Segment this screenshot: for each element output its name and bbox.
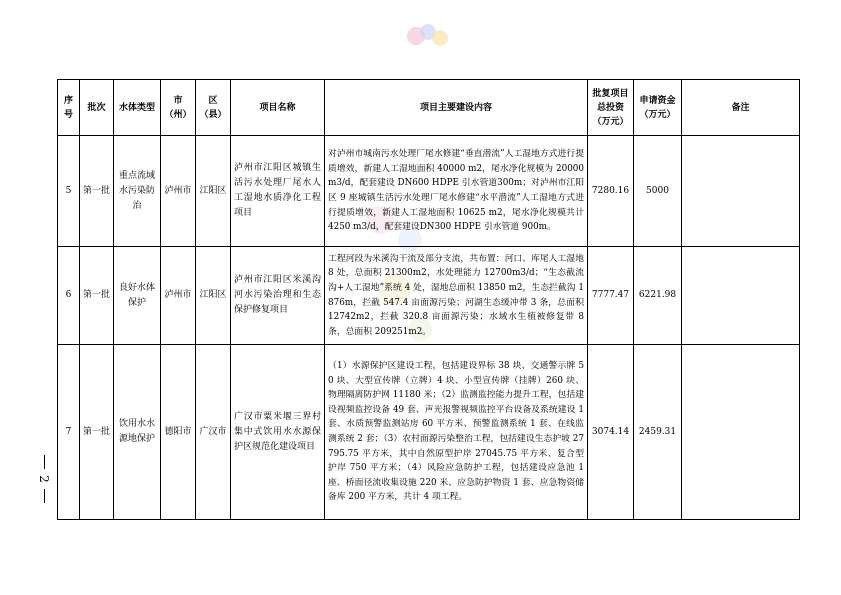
cell-requested-funds: 6221.98 [634, 247, 682, 345]
header-batch: 批次 [80, 80, 114, 136]
cell-project-name: 泸州市江阳区城镇生活污水处理厂尾水人工湿地水质净化工程项目 [231, 136, 325, 247]
cell-batch: 第一批 [80, 136, 114, 247]
header-district: 区（县） [196, 80, 231, 136]
cell-batch: 第一批 [80, 247, 114, 345]
cell-water-type: 良好水体保护 [114, 247, 161, 345]
page-number [37, 455, 51, 515]
cell-district: 江阳区 [196, 136, 231, 247]
cell-city: 泸州市 [161, 136, 196, 247]
cell-requested-funds: 5000 [634, 136, 682, 247]
cell-total-investment: 3074.14 [588, 345, 634, 520]
header-total-investment: 批复项目总投资（万元） [588, 80, 634, 136]
header-requested-funds: 申请资金（万元） [634, 80, 682, 136]
cell-seq: 7 [58, 345, 80, 520]
table-row [58, 136, 800, 247]
header-row [58, 80, 800, 136]
table-row [58, 345, 800, 520]
cell-seq: 6 [58, 247, 80, 345]
cell-district: 江阳区 [196, 247, 231, 345]
cell-total-investment: 7280.16 [588, 136, 634, 247]
cell-batch: 第一批 [80, 345, 114, 520]
cell-remarks [682, 345, 800, 520]
cell-city: 泸州市 [161, 247, 196, 345]
cell-remarks [682, 247, 800, 345]
watermark-logo [398, 18, 458, 58]
cell-seq: 5 [58, 136, 80, 247]
header-project-name: 项目名称 [231, 80, 325, 136]
cell-district: 广汉市 [196, 345, 231, 520]
table-row [58, 247, 800, 345]
header-city: 市（州） [161, 80, 196, 136]
cell-content: 工程河段为米溪沟干流及部分支流，共布置：河口、库尾人工湿地 8 处，总面积 21300m2，水处理能力 12700m3/d；“生态截流沟+人工湿地”系统 4 处，湿地总面积 13850 m2，生态拦截沟 1876m，拦截 547.4 亩面源污染；河湖生态缓冲带 3 条，总面积 12742m2，拦截 320.8 亩面源污染；水域水生植被修复带 8 条，总面积 209251m2。 [325, 247, 588, 345]
cell-project-name: 广汉市粟米堰三界村集中式饮用水水源保护区规范化建设项目 [231, 345, 325, 520]
cell-project-name: 泸州市江阳区米溪沟河水污染治理和生态保护修复项目 [231, 247, 325, 345]
header-water-type: 水体类型 [114, 80, 161, 136]
cell-city: 德阳市 [161, 345, 196, 520]
cell-total-investment: 7777.47 [588, 247, 634, 345]
cell-content: （1）水源保护区建设工程，包括建设界标 38 块、交通警示牌 50 块、大型宣传牌（立牌）4 块、小型宣传牌（挂牌）260 块、物理隔离防护网 11180 米；（2）监测监控能力提升工程，包括建设视频监控设备 49 套、声光报警视频监控平台设备及系统建设 1 套、水质预警监测站房 60 平方米、预警监测系统 1 套、在线监测系统 2 套；（3）农村面源污染整治工程，包括建设生态护坡 27795.75 平方米，其中自然原型护岸 27045.75 平方米、复合型护岸 750 平方米；（4）风险应急防护工程，包括建设应急池 1 座、桥面径流收集设施 220 米、应急防护物资 1 套、应急物资储备库 200 平方米，共计 4 项工程。 [325, 345, 588, 520]
cell-content: 对泸州市城南污水处理厂尾水修建“垂直潜流”人工湿地方式进行提质增效，新建人工湿地面积 40000 m2，尾水净化规模为 20000 m3/d，配套建设 DN600 HDPE 引水管道300m；对泸州市江阳区 9 座城镇生活污水处理厂尾水修建“水平潜流”人工湿地方式进行提质增效，新建人工湿地面积 10625 m2，尾水净化规模共计 4250 m3/d，配套建设DN300 HDPE 引水管道 900m。 [325, 136, 588, 247]
cell-water-type: 饮用水水源地保护 [114, 345, 161, 520]
page-number-digit: 2 [36, 475, 51, 483]
cell-remarks [682, 136, 800, 247]
header-remarks: 备注 [682, 80, 800, 136]
cell-requested-funds: 2459.31 [634, 345, 682, 520]
header-seq: 序号 [58, 80, 80, 136]
cell-water-type: 重点流域水污染防治 [114, 136, 161, 247]
project-table [57, 79, 800, 520]
header-content: 项目主要建设内容 [325, 80, 588, 136]
